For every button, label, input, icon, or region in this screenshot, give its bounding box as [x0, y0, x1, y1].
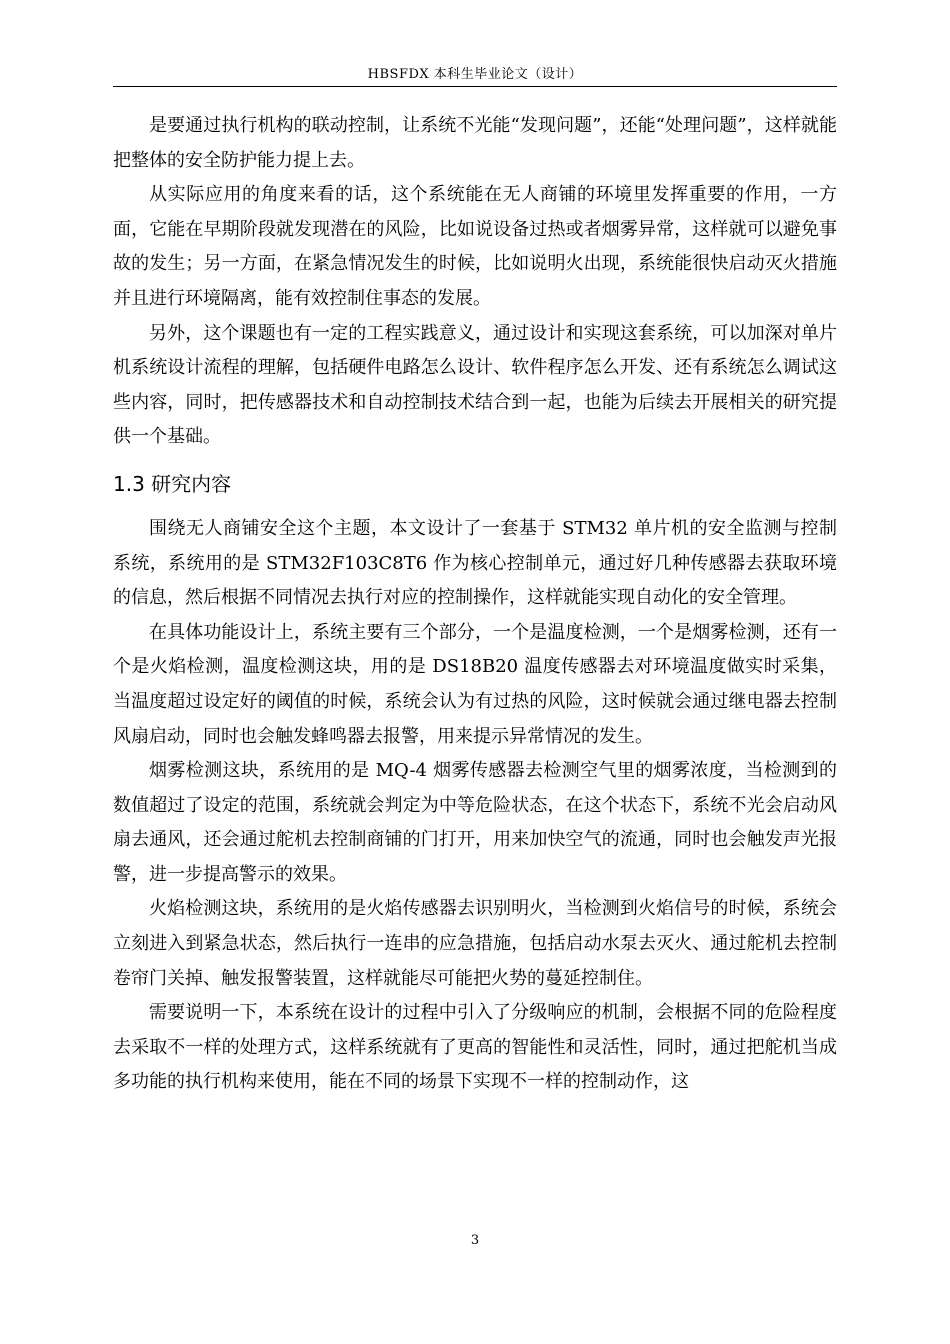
- paragraph: 烟雾检测这块，系统用的是 MQ-4 烟雾传感器去检测空气里的烟雾浓度，当检测到的数值超过了设定的范围，系统就会判定为中等危险状态，在这个状态下，系统不光会启动风扇去通风，还会通过舵机去控制商铺的门打开，用来加快空气的流通，同时也会触发声光报警，进一步提高警示的效果。: [113, 760, 837, 885]
- paragraph: 在具体功能设计上，系统主要有三个部分，一个是温度检测，一个是烟雾检测，还有一个是火焰检测，温度检测这块，用的是 DS18B20 温度传感器去对环境温度做实时采集，当温度超过设定好的阈值的时候，系统会认为有过热的风险，这时候就会通过继电器去控制风扇启动，同时也会触发蜂鸣器去报警，用来提示异常情况的发生。: [113, 621, 837, 747]
- section-heading: 1.3 研究内容: [113, 471, 232, 496]
- paragraph: 围绕无人商铺安全这个主题，本文设计了一套基于 STM32 单片机的安全监测与控制系统，系统用的是 STM32F103C8T6 作为核心控制单元，通过好几种传感器去获取环境的信息，然后根据不同情况去执行对应的控制操作，这样就能实现自动化的安全管理。: [113, 517, 837, 609]
- header-title: HBSFDX 本科生毕业论文（设计）: [367, 67, 583, 82]
- page-header: [113, 66, 837, 87]
- paragraph: 需要说明一下，本系统在设计的过程中引入了分级响应的机制，会根据不同的危险程度去采取不一样的处理方式，这样系统就有了更高的智能性和灵活性，同时，通过把舵机当成多功能的执行机构来使用，能在不同的场景下实现不一样的控制动作，这: [113, 1002, 837, 1093]
- paragraph: 从实际应用的角度来看的话，这个系统能在无人商铺的环境里发挥重要的作用，一方面，它能在早期阶段就发现潜在的风险，比如说设备过热或者烟雾异常，这样就可以避免事故的发生；另一方面，在紧急情况发生的时候，比如说明火出现，系统能很快启动灭火措施并且进行环境隔离，能有效控制住事态的发展。: [113, 184, 837, 309]
- page-body: [113, 109, 837, 1100]
- paragraph: 是要通过执行机构的联动控制，让系统不光能“发现问题”，还能“处理问题”，这样就能把整体的安全防护能力提上去。: [113, 115, 837, 171]
- paragraph: 另外，这个课题也有一定的工程实践意义，通过设计和实现这套系统，可以加深对单片机系统设计流程的理解，包括硬件电路怎么设计、软件程序怎么开发、还有系统怎么调试这些内容，同时，把传感器技术和自动控制技术结合到一起，也能为后续去开展相关的研究提供一个基础。: [113, 322, 837, 448]
- paragraph: 火焰检测这块，系统用的是火焰传感器去识别明火，当检测到火焰信号的时候，系统会立刻进入到紧急状态，然后执行一连串的应急措施，包括启动水泵去灭火、通过舵机去控制卷帘门关掉、触发报警装置，这样就能尽可能把火势的蔓延控制住。: [113, 898, 837, 989]
- page-number: 3: [470, 1233, 480, 1248]
